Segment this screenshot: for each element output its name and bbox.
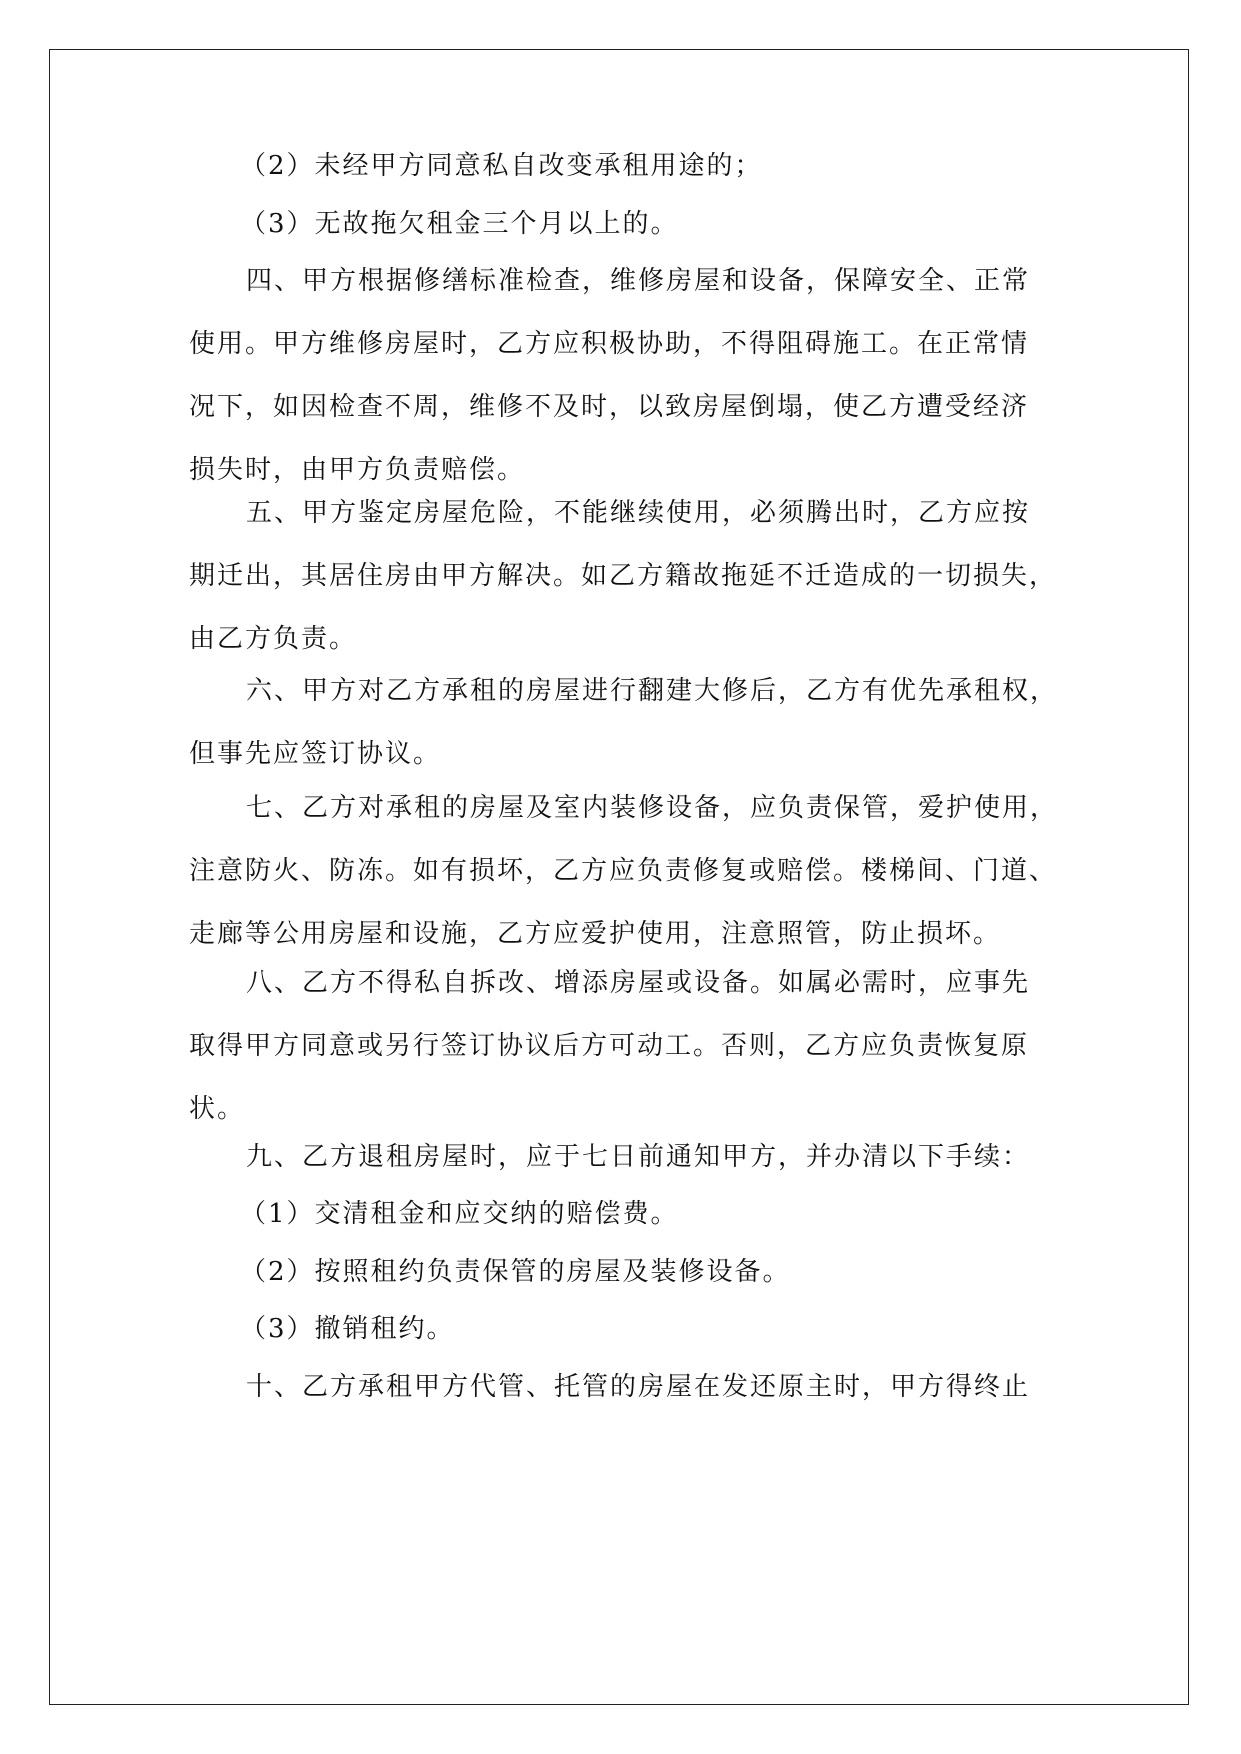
paragraph-clause-9-item-2	[189, 1241, 1110, 1304]
text-line: 期迁出，其居住房由甲方解决。如乙方籍故拖延不迁造成的一切损失，	[189, 561, 1058, 591]
text-line: （3）撤销租约。	[240, 1314, 455, 1344]
paragraph-clause-6	[189, 660, 1059, 786]
text-line: 状。	[189, 1094, 246, 1124]
text-line: 取得甲方同意或另行签订协议后方可动工。否则，乙方应负责恢复原	[189, 1031, 1030, 1061]
text-line: 由乙方负责。	[189, 624, 358, 654]
paragraph-clause-9-item-3	[189, 1298, 1110, 1361]
paragraph-clause-9	[189, 1126, 1059, 1189]
paragraph-item-3-arrears	[189, 193, 1110, 256]
paragraph-clause-10	[189, 1356, 1059, 1419]
text-line: 损失时，由甲方负责赔偿。	[189, 455, 526, 485]
text-line: （1）交清租金和应交纳的赔偿费。	[240, 1199, 679, 1229]
text-line: （2）按照租约负责保管的房屋及装修设备。	[240, 1257, 791, 1287]
text-line: 使用。甲方维修房屋时，乙方应积极协助，不得阻碍施工。在正常情	[189, 329, 1030, 359]
text-line: 七、乙方对承租的房屋及室内装修设备，应负责保管，爱护使用，	[246, 793, 1059, 823]
text-line: 但事先应签订协议。	[189, 739, 442, 769]
paragraph-clause-8	[189, 952, 1059, 1141]
text-line: 十、乙方承租甲方代管、托管的房屋在发还原主时，甲方得终止	[246, 1372, 1031, 1402]
text-line: 注意防火、防冻。如有损坏，乙方应负责修复或赔偿。楼梯间、门道、	[189, 856, 1058, 886]
paragraph-item-2-usage	[189, 135, 1110, 198]
text-line: 九、乙方退租房屋时，应于七日前通知甲方，并办清以下手续：	[246, 1142, 1031, 1172]
paragraph-clause-7	[189, 777, 1059, 966]
text-line: 四、甲方根据修缮标准检查，维修房屋和设备，保障安全、正常	[246, 266, 1031, 296]
text-line: 八、乙方不得私自拆改、增添房屋或设备。如属必需时，应事先	[246, 968, 1031, 998]
paragraph-clause-9-item-1	[189, 1183, 1110, 1246]
text-line: 五、甲方鉴定房屋危险，不能继续使用，必须腾出时，乙方应按	[246, 498, 1031, 528]
text-line: 六、甲方对乙方承租的房屋进行翻建大修后，乙方有优先承租权，	[246, 676, 1059, 706]
paragraph-clause-5	[189, 482, 1059, 671]
text-line: （3）无故拖欠租金三个月以上的。	[240, 209, 679, 239]
text-line: 况下，如因检查不周，维修不及时，以致房屋倒塌，使乙方遭受经济	[189, 392, 1030, 422]
paragraph-clause-4	[189, 250, 1059, 502]
text-line: （2）未经甲方同意私自改变承租用途的；	[240, 151, 763, 181]
text-line: 走廊等公用房屋和设施，乙方应爱护使用，注意照管，防止损坏。	[189, 919, 1002, 949]
